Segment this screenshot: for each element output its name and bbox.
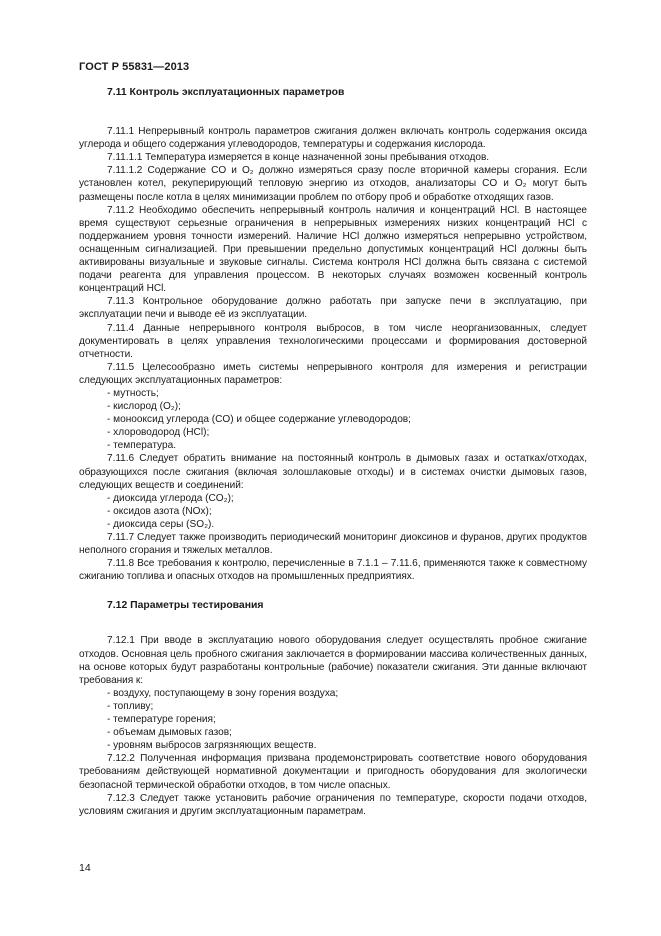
list-item: - объемам дымовых газов;	[107, 727, 232, 739]
paragraph: 7.11.2 Необходимо обеспечить непрерывный контроль наличия и концентраций HCl. В настоящее время существуют серьезные ограничения в непрерывных измерениях низких концентраций HCl с поддержанием уровня точности измерений. Наличие HCl должно измеряться непрерывно устройством, оснащенным сигнализацией. При превышении предельно допустимых концентраций HCl должны быть активированы визуальные и звуковые сигналы. Система контроля HCl должна быть связана с системой подачи реагента для управления процессом. В некоторых случаях возможен косвенный контроль концентраций HCl.	[79, 204, 587, 295]
paragraph: 7.11.4 Данные непрерывного контроля выбросов, в том числе неорганизованных, следует документировать в целях управления технологическими процессами и формирования достоверной отчетности.	[79, 322, 587, 360]
paragraph: 7.11.1.1 Температура измеряется в конце назначенной зоны пребывания отходов.	[107, 152, 490, 164]
list-item: - монооксид углерода (CO) и общее содержание углеводородов;	[107, 414, 411, 426]
paragraph: 7.11.5 Целесообразно иметь системы непрерывного контроля для измерения и регистрации следующих эксплуатационных параметров:	[79, 361, 587, 386]
list-item: - мутность;	[107, 387, 159, 399]
list-item: - воздуху, поступающему в зону горения воздуха;	[107, 687, 339, 699]
paragraph: 7.11.8 Все требования к контролю, перечисленные в 7.1.1 – 7.11.6, применяются также к совместному сжиганию топлива и опасных отходов на промышленных предприятиях.	[79, 558, 587, 583]
paragraph: 7.12.3 Следует также установить рабочие ограничения по температуре, скорости подачи отходов, условиям сжигания и другим эксплуатационным параметрам.	[79, 792, 587, 817]
paragraph: 7.11.1 Непрерывный контроль параметров сжигания должен включать контроль содержания оксида углерода и общего содержания углеводородов, температуры и содержания кислорода.	[79, 126, 587, 151]
list-item: - диоксида углерода (CO₂);	[107, 492, 234, 504]
list-item: - топливу;	[107, 700, 154, 712]
paragraph: 7.11.1.2 Содержание CO и O₂ должно измеряться сразу после вторичной камеры сгорания. Если установлен котел, рекуперирующий тепловую энергию из отходов, анализаторы CO и O₂ могут быть размещены после котла в целях минимизации проблем по отбору проб и обработке отходящих газов.	[79, 165, 587, 203]
paragraph: 7.11.6 Следует обратить внимание на постоянный контроль в дымовых газах и остатках/отходах, образующихся после сжигания (включая золошлаковые отходы) и в системах очистки дымовых газов, следующих веществ и соединений:	[79, 453, 587, 491]
document-header: ГОСТ Р 55831—2013	[79, 61, 190, 73]
list-item: - уровням выбросов загрязняющих веществ.	[107, 740, 317, 752]
paragraph: 7.11.7 Следует также производить периодический мониторинг диоксинов и фуранов, других продуктов неполного сгорания и тяжелых металлов.	[79, 532, 587, 557]
list-item: - хлороводород (HCl);	[107, 427, 210, 439]
paragraph: 7.11.3 Контрольное оборудование должно работать при запуске печи в эксплуатацию, при эксплуатации печи и выводе её из эксплуатации.	[79, 296, 587, 321]
paragraph: 7.12.2 Полученная информация призвана продемонстрировать соответствие нового оборудования требованиям действующей нормативной документации и пригодность оборудования для экологически безопасной термической обработки отходов, в том числе опасных.	[79, 753, 587, 791]
paragraph: 7.12.1 При вводе в эксплуатацию нового оборудования следует осуществлять пробное сжигание отходов. Основная цель пробного сжигания заключается в формировании массива количественных данных, на основе которых будут разработаны контрольные (рабочие) показатели сжигания. Эти данные включают требования к:	[79, 635, 587, 686]
page-number: 14	[79, 862, 91, 874]
list-item: - температура.	[107, 440, 177, 452]
document-body	[79, 86, 587, 818]
list-item: - диоксида серы (SO₂).	[107, 518, 215, 530]
list-item: - оксидов азота (NOx);	[107, 505, 212, 517]
section-title: 7.12 Параметры тестирования	[107, 600, 264, 612]
section-title: 7.11 Контроль эксплуатационных параметров	[107, 87, 345, 98]
list-item: - кислород (O₂);	[107, 401, 181, 413]
list-item: - температуре горения;	[107, 714, 216, 726]
